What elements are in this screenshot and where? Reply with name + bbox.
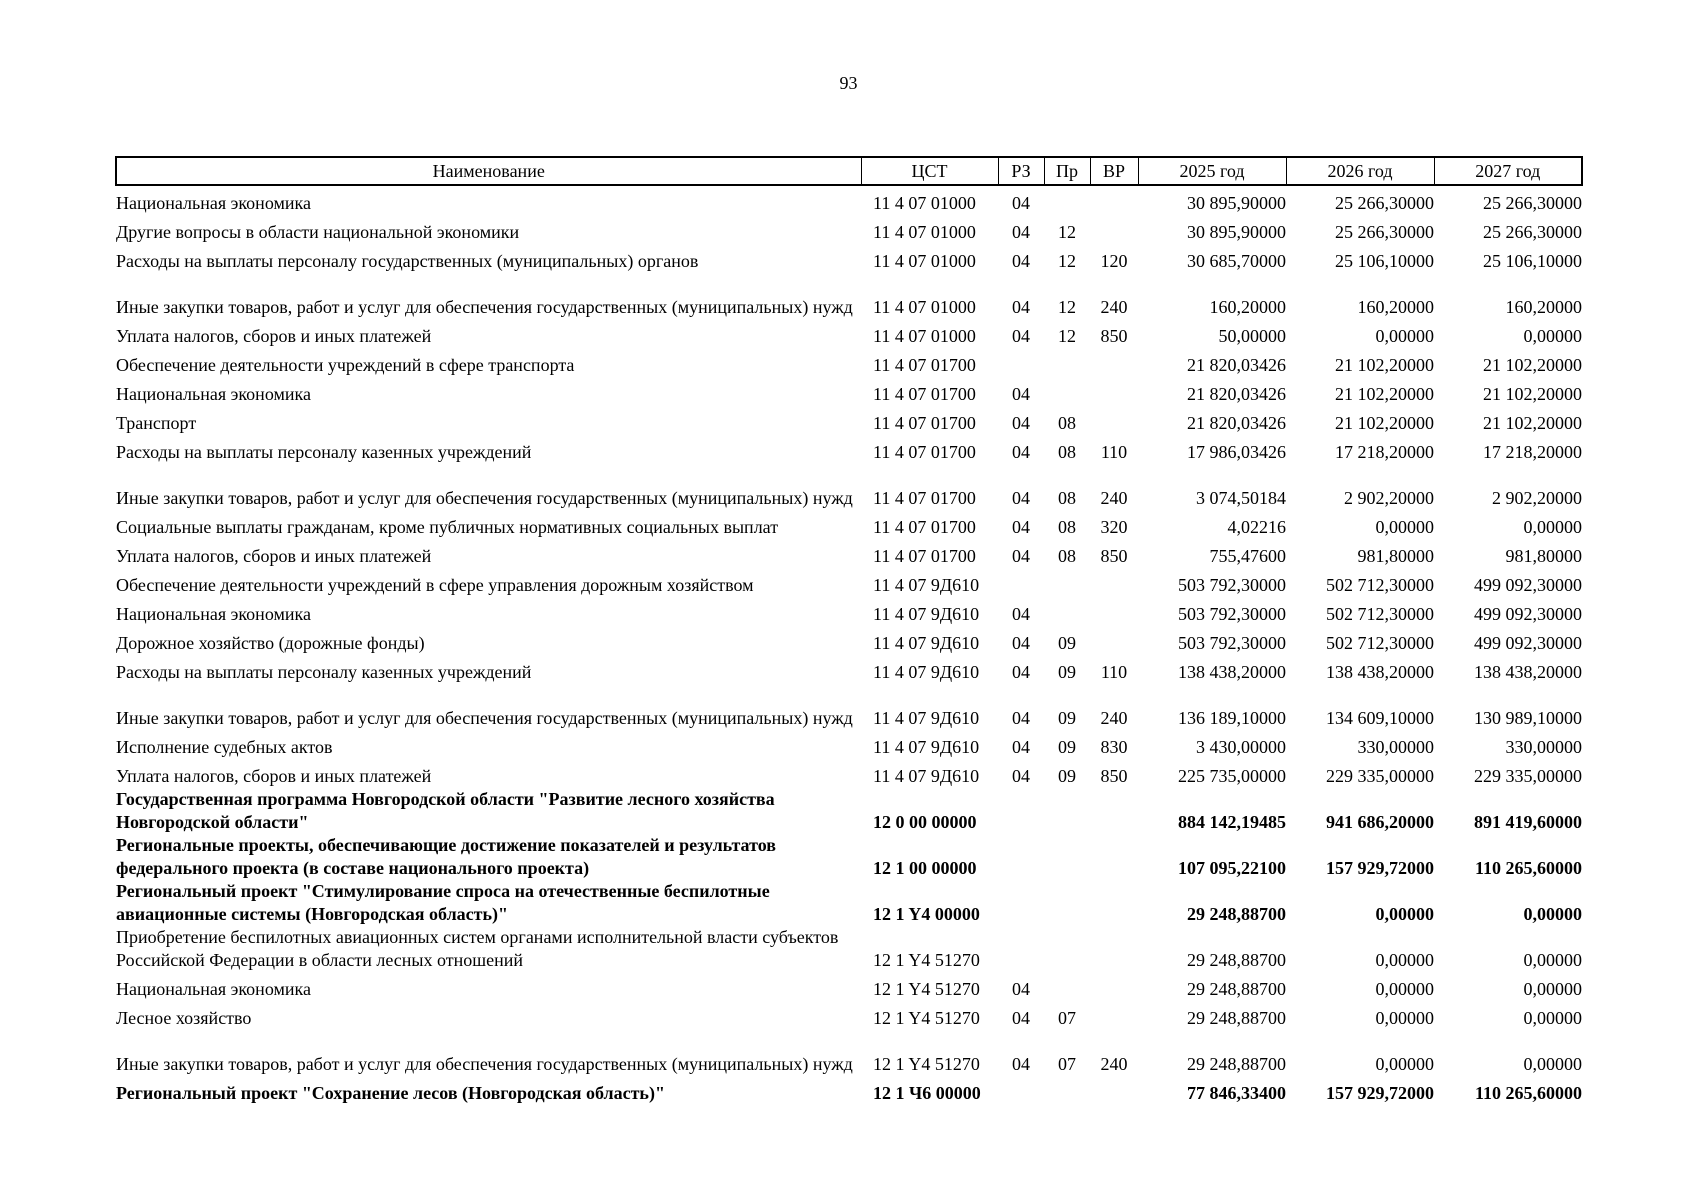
row-2026: 502 712,30000	[1326, 604, 1434, 624]
row-pr	[1044, 377, 1090, 406]
row-name: Расходы на выплаты персоналу казенных учреждений	[116, 442, 532, 462]
row-rz: 04	[1012, 222, 1030, 242]
header-rz: РЗ	[998, 157, 1044, 185]
header-2025: 2025 год	[1138, 157, 1286, 185]
table-row	[116, 834, 1582, 880]
row-2026: 2 902,20000	[1344, 488, 1434, 508]
row-2025: 50,00000	[1218, 326, 1286, 346]
row-2026: 0,00000	[1375, 950, 1434, 970]
row-rz: 04	[1012, 708, 1030, 728]
table-row	[116, 684, 1582, 730]
row-2027: 25 266,30000	[1483, 193, 1582, 213]
table-row	[116, 597, 1582, 626]
row-cst: 11 4 07 9Д610	[873, 575, 980, 595]
row-pr: 12	[1058, 251, 1076, 271]
row-cst: 11 4 07 9Д610	[873, 766, 980, 786]
row-rz: 04	[1012, 979, 1030, 999]
row-2025: 3 074,50184	[1196, 488, 1286, 508]
row-name: Иные закупки товаров, работ и услуг для обеспечения государственных (муниципальных) нужд	[116, 708, 853, 728]
row-2026: 502 712,30000	[1326, 575, 1434, 595]
row-rz: 04	[1012, 1008, 1030, 1028]
row-rz: 04	[1012, 604, 1030, 624]
row-2025: 17 986,03426	[1187, 442, 1286, 462]
row-vr	[1090, 834, 1138, 880]
row-pr	[1044, 834, 1090, 880]
row-cst: 11 4 07 01000	[873, 251, 976, 271]
row-2025: 21 820,03426	[1187, 384, 1286, 404]
row-2027: 2 902,20000	[1492, 488, 1582, 508]
row-2026: 0,00000	[1375, 1008, 1434, 1028]
row-pr: 08	[1058, 546, 1076, 566]
row-2025: 160,20000	[1209, 297, 1286, 317]
row-rz: 04	[1012, 442, 1030, 462]
table-row	[116, 185, 1582, 215]
row-vr: 850	[1100, 546, 1128, 566]
row-2027: 21 102,20000	[1483, 384, 1582, 404]
row-2025: 29 248,88700	[1187, 950, 1286, 970]
table-row	[116, 926, 1582, 972]
row-2027: 0,00000	[1523, 904, 1582, 924]
row-vr: 110	[1100, 662, 1128, 682]
row-2026: 0,00000	[1375, 979, 1434, 999]
row-2026: 17 218,20000	[1335, 442, 1434, 462]
row-cst: 12 1 Y4 51270	[873, 979, 980, 999]
row-rz: 04	[1012, 413, 1030, 433]
row-rz: 04	[1012, 384, 1030, 404]
row-pr: 07	[1058, 1054, 1076, 1074]
row-pr: 08	[1058, 488, 1076, 508]
row-rz	[998, 568, 1044, 597]
row-name: Расходы на выплаты персоналу государственных (муниципальных) органов	[116, 251, 699, 271]
row-vr: 240	[1100, 1054, 1128, 1074]
row-rz: 04	[1012, 193, 1030, 213]
row-2027: 25 266,30000	[1483, 222, 1582, 242]
row-name: Уплата налогов, сборов и иных платежей	[116, 766, 432, 786]
row-2025: 136 189,10000	[1178, 708, 1286, 728]
table-row	[116, 215, 1582, 244]
row-pr: 09	[1058, 708, 1076, 728]
row-2025: 21 820,03426	[1187, 355, 1286, 375]
row-2026: 134 609,10000	[1326, 708, 1434, 728]
row-2027: 891 419,60000	[1474, 812, 1582, 832]
row-rz	[998, 880, 1044, 926]
row-pr: 09	[1058, 662, 1076, 682]
row-vr	[1090, 597, 1138, 626]
row-pr	[1044, 185, 1090, 215]
row-name: Расходы на выплаты персоналу казенных учреждений	[116, 662, 532, 682]
row-cst: 11 4 07 9Д610	[873, 633, 980, 653]
table-header-row	[116, 157, 1582, 185]
row-2025: 884 142,19485	[1178, 812, 1286, 832]
row-name: Государственная программа Новгородской области "Развитие лесного хозяйства Новгородской области"	[116, 789, 775, 832]
row-2025: 3 430,00000	[1196, 737, 1286, 757]
row-2026: 0,00000	[1375, 1054, 1434, 1074]
row-rz: 04	[1012, 737, 1030, 757]
row-rz	[998, 834, 1044, 880]
row-2025: 107 095,22100	[1178, 858, 1286, 878]
row-name: Иные закупки товаров, работ и услуг для обеспечения государственных (муниципальных) нужд	[116, 488, 853, 508]
row-pr	[1044, 880, 1090, 926]
row-pr: 09	[1058, 633, 1076, 653]
row-2025: 21 820,03426	[1187, 413, 1286, 433]
row-2025: 138 438,20000	[1178, 662, 1286, 682]
row-name: Транспорт	[116, 413, 197, 433]
row-vr	[1090, 377, 1138, 406]
row-pr: 09	[1058, 766, 1076, 786]
table-row	[116, 759, 1582, 788]
row-2027: 21 102,20000	[1483, 355, 1582, 375]
row-pr: 07	[1058, 1008, 1076, 1028]
table-row	[116, 626, 1582, 655]
row-vr: 320	[1100, 517, 1128, 537]
row-vr	[1090, 185, 1138, 215]
row-2025: 30 895,90000	[1187, 222, 1286, 242]
row-cst: 12 0 00 00000	[873, 812, 977, 832]
table-row	[116, 273, 1582, 319]
row-2027: 138 438,20000	[1474, 662, 1582, 682]
row-vr: 850	[1100, 766, 1128, 786]
header-vr: ВР	[1090, 157, 1138, 185]
row-name: Социальные выплаты гражданам, кроме публичных нормативных социальных выплат	[116, 517, 779, 537]
row-2027: 499 092,30000	[1474, 604, 1582, 624]
row-2027: 229 335,00000	[1474, 766, 1582, 786]
header-name: Наименование	[116, 157, 861, 185]
row-pr	[1044, 1076, 1090, 1105]
row-vr: 120	[1100, 251, 1128, 271]
table-row	[116, 377, 1582, 406]
row-2027: 0,00000	[1523, 1008, 1582, 1028]
row-cst: 11 4 07 9Д610	[873, 604, 980, 624]
row-rz: 04	[1012, 297, 1030, 317]
table-row	[116, 655, 1582, 684]
row-2025: 30 685,70000	[1187, 251, 1286, 271]
row-2025: 503 792,30000	[1178, 575, 1286, 595]
row-rz	[998, 788, 1044, 834]
table-row	[116, 244, 1582, 273]
header-2027: 2027 год	[1434, 157, 1582, 185]
row-vr: 240	[1100, 488, 1128, 508]
row-2026: 160,20000	[1357, 297, 1434, 317]
row-2027: 0,00000	[1523, 517, 1582, 537]
row-2027: 0,00000	[1523, 1054, 1582, 1074]
row-pr	[1044, 597, 1090, 626]
row-vr: 240	[1100, 708, 1128, 728]
row-name: Дорожное хозяйство (дорожные фонды)	[116, 633, 425, 653]
row-2027: 21 102,20000	[1483, 413, 1582, 433]
row-2026: 941 686,20000	[1326, 812, 1434, 832]
table-row	[116, 1076, 1582, 1105]
row-2027: 499 092,30000	[1474, 575, 1582, 595]
row-2027: 130 989,10000	[1474, 708, 1582, 728]
row-2025: 4,02216	[1227, 517, 1286, 537]
row-2025: 225 735,00000	[1178, 766, 1286, 786]
row-cst: 11 4 07 01700	[873, 488, 976, 508]
row-cst: 11 4 07 9Д610	[873, 737, 980, 757]
row-name: Иные закупки товаров, работ и услуг для обеспечения государственных (муниципальных) нужд	[116, 297, 853, 317]
row-vr	[1090, 1001, 1138, 1030]
row-2026: 502 712,30000	[1326, 633, 1434, 653]
row-2026: 157 929,72000	[1326, 858, 1434, 878]
row-2026: 981,80000	[1357, 546, 1434, 566]
row-rz	[998, 348, 1044, 377]
row-2026: 138 438,20000	[1326, 662, 1434, 682]
row-name: Иные закупки товаров, работ и услуг для обеспечения государственных (муниципальных) нужд	[116, 1054, 853, 1074]
row-name: Исполнение судебных актов	[116, 737, 333, 757]
table-row	[116, 1030, 1582, 1076]
table-row	[116, 510, 1582, 539]
table-row	[116, 539, 1582, 568]
row-rz: 04	[1012, 766, 1030, 786]
header-cst: ЦСТ	[861, 157, 998, 185]
row-cst: 12 1 Y4 51270	[873, 1008, 980, 1028]
row-pr	[1044, 348, 1090, 377]
row-2026: 330,00000	[1357, 737, 1434, 757]
table-row	[116, 568, 1582, 597]
row-name: Приобретение беспилотных авиационных систем органами исполнительной власти субъектов Российской Федерации в области лесных отношений	[116, 927, 839, 970]
row-2027: 981,80000	[1505, 546, 1582, 566]
budget-table	[115, 156, 1583, 1105]
row-2025: 29 248,88700	[1187, 904, 1286, 924]
row-pr	[1044, 568, 1090, 597]
row-2025: 29 248,88700	[1187, 1008, 1286, 1028]
table-row	[116, 464, 1582, 510]
row-2026: 25 266,30000	[1335, 222, 1434, 242]
row-name: Региональный проект "Сохранение лесов (Новгородская область)"	[116, 1083, 665, 1103]
row-cst: 11 4 07 9Д610	[873, 662, 980, 682]
row-cst: 11 4 07 01000	[873, 297, 976, 317]
row-rz: 04	[1012, 546, 1030, 566]
row-2026: 21 102,20000	[1335, 413, 1434, 433]
row-cst: 11 4 07 9Д610	[873, 708, 980, 728]
header-pr: Пр	[1044, 157, 1090, 185]
row-rz: 04	[1012, 326, 1030, 346]
row-pr: 09	[1058, 737, 1076, 757]
table-row	[116, 319, 1582, 348]
row-pr	[1044, 926, 1090, 972]
row-cst: 11 4 07 01000	[873, 326, 976, 346]
table-row	[116, 435, 1582, 464]
row-cst: 12 1 00 00000	[873, 858, 977, 878]
row-cst: 11 4 07 01000	[873, 222, 976, 242]
row-cst: 11 4 07 01000	[873, 193, 976, 213]
row-2026: 229 335,00000	[1326, 766, 1434, 786]
row-2026: 21 102,20000	[1335, 384, 1434, 404]
row-cst: 11 4 07 01700	[873, 546, 976, 566]
row-2027: 160,20000	[1505, 297, 1582, 317]
row-vr	[1090, 626, 1138, 655]
row-name: Национальная экономика	[116, 193, 311, 213]
row-cst: 12 1 Ч6 00000	[873, 1083, 981, 1103]
row-rz: 04	[1012, 517, 1030, 537]
row-pr: 08	[1058, 517, 1076, 537]
row-name: Уплата налогов, сборов и иных платежей	[116, 326, 432, 346]
row-vr: 240	[1100, 297, 1128, 317]
row-2027: 110 265,60000	[1474, 858, 1582, 878]
row-vr	[1090, 1076, 1138, 1105]
row-pr: 12	[1058, 222, 1076, 242]
row-vr	[1090, 788, 1138, 834]
table-body	[116, 185, 1582, 1105]
page-number: 93	[839, 73, 858, 93]
row-pr: 08	[1058, 413, 1076, 433]
row-vr	[1090, 568, 1138, 597]
row-pr	[1044, 972, 1090, 1001]
row-cst: 11 4 07 01700	[873, 517, 976, 537]
row-2026: 157 929,72000	[1326, 1083, 1434, 1103]
row-name: Национальная экономика	[116, 384, 311, 404]
row-2027: 25 106,10000	[1483, 251, 1582, 271]
row-name: Региональный проект "Стимулирование спроса на отечественные беспилотные авиационные системы (Новгородская область)"	[116, 881, 770, 924]
table-row	[116, 348, 1582, 377]
row-vr	[1090, 880, 1138, 926]
row-rz	[998, 1076, 1044, 1105]
row-vr	[1090, 926, 1138, 972]
row-2026: 0,00000	[1375, 517, 1434, 537]
table-row	[116, 406, 1582, 435]
row-2025: 30 895,90000	[1187, 193, 1286, 213]
row-vr: 830	[1100, 737, 1128, 757]
row-name: Региональные проекты, обеспечивающие достижение показателей и результатов федерального проекта (в составе национального проекта)	[116, 835, 776, 878]
row-name: Уплата налогов, сборов и иных платежей	[116, 546, 432, 566]
row-rz: 04	[1012, 633, 1030, 653]
row-pr: 12	[1058, 326, 1076, 346]
row-name: Национальная экономика	[116, 604, 311, 624]
row-vr	[1090, 215, 1138, 244]
row-2025: 77 846,33400	[1187, 1083, 1286, 1103]
row-2026: 25 106,10000	[1335, 251, 1434, 271]
row-name: Национальная экономика	[116, 979, 311, 999]
header-2026: 2026 год	[1286, 157, 1434, 185]
row-2025: 29 248,88700	[1187, 1054, 1286, 1074]
row-name: Лесное хозяйство	[116, 1008, 252, 1028]
row-vr: 850	[1100, 326, 1128, 346]
row-rz	[998, 926, 1044, 972]
row-2026: 0,00000	[1375, 326, 1434, 346]
row-rz: 04	[1012, 662, 1030, 682]
table-row	[116, 1001, 1582, 1030]
row-name: Другие вопросы в области национальной экономики	[116, 222, 520, 242]
row-rz: 04	[1012, 1054, 1030, 1074]
row-2025: 29 248,88700	[1187, 979, 1286, 999]
row-vr: 110	[1100, 442, 1128, 462]
row-vr	[1090, 348, 1138, 377]
row-rz: 04	[1012, 488, 1030, 508]
row-2026: 25 266,30000	[1335, 193, 1434, 213]
row-cst: 11 4 07 01700	[873, 442, 976, 462]
row-2027: 0,00000	[1523, 326, 1582, 346]
row-2027: 110 265,60000	[1474, 1083, 1582, 1103]
table-row	[116, 972, 1582, 1001]
row-cst: 12 1 Y4 51270	[873, 1054, 980, 1074]
row-rz: 04	[1012, 251, 1030, 271]
row-cst: 11 4 07 01700	[873, 384, 976, 404]
row-vr	[1090, 406, 1138, 435]
row-name: Обеспечение деятельности учреждений в сфере транспорта	[116, 355, 575, 375]
table-row	[116, 880, 1582, 926]
row-2027: 330,00000	[1505, 737, 1582, 757]
row-2027: 499 092,30000	[1474, 633, 1582, 653]
row-pr	[1044, 788, 1090, 834]
row-cst: 11 4 07 01700	[873, 413, 976, 433]
row-2026: 0,00000	[1375, 904, 1434, 924]
table-row	[116, 730, 1582, 759]
row-vr	[1090, 972, 1138, 1001]
row-2025: 503 792,30000	[1178, 633, 1286, 653]
table-row	[116, 788, 1582, 834]
row-2027: 17 218,20000	[1483, 442, 1582, 462]
row-2025: 503 792,30000	[1178, 604, 1286, 624]
row-cst: 12 1 Y4 00000	[873, 904, 980, 924]
row-cst: 12 1 Y4 51270	[873, 950, 980, 970]
row-pr: 12	[1058, 297, 1076, 317]
row-2025: 755,47600	[1209, 546, 1286, 566]
row-pr: 08	[1058, 442, 1076, 462]
row-cst: 11 4 07 01700	[873, 355, 976, 375]
row-name: Обеспечение деятельности учреждений в сфере управления дорожным хозяйством	[116, 575, 754, 595]
row-2027: 0,00000	[1523, 950, 1582, 970]
row-2026: 21 102,20000	[1335, 355, 1434, 375]
row-2027: 0,00000	[1523, 979, 1582, 999]
